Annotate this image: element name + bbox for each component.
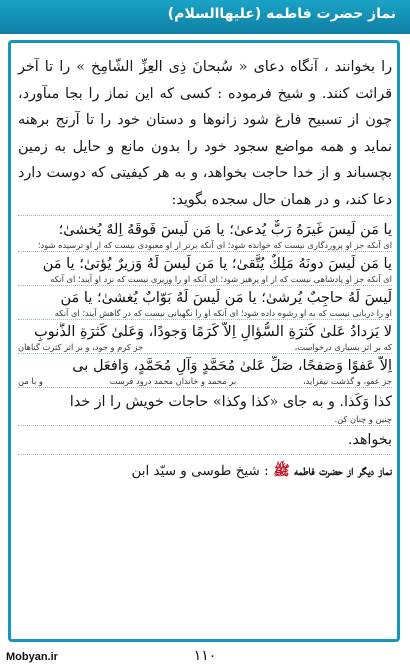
divider <box>18 454 392 455</box>
request-translation: چنين و چنان كن. <box>18 414 392 426</box>
closing-line: بخواهد. <box>347 432 392 448</box>
page-content <box>18 54 392 483</box>
prayer-line-4 <box>18 322 392 354</box>
page-number: ۱۱۰ <box>193 648 217 664</box>
request-line: كذا وَكَذا. و به جاى «كذا وكذا» حاجات خويش را از خدا <box>69 394 392 410</box>
section-heading <box>18 459 392 483</box>
translation-segment: جز عفو، و گذشت نيفزايد، <box>302 376 392 386</box>
header-title: نماز حضرت فاطمه (علیهاالسلام) <box>167 6 396 22</box>
translation-segment: و با من <box>18 376 43 386</box>
site-watermark: Mobyan.ir <box>6 651 58 663</box>
translation-segment: بر محمد و خاندان محمد درود فرست <box>109 376 237 386</box>
translation-text: او را دربانى نيست كه به او رشوه داده شود؛ اى آنكه او را نگهبانى نيست كه در گاهش آيند؛ اى آنكه <box>18 308 392 320</box>
translation-segment: جز كرم و جود، و بر اثر كثرت گناهان <box>18 342 144 352</box>
translation-segment: كه بر اثر بسيارى درخواست، <box>294 342 392 352</box>
page-header <box>0 0 410 34</box>
divider <box>18 215 392 216</box>
intro-paragraph: را بخوانند ، آنگاه دعاى « سُبحانَ ذِی العِزِّ الشّامِخ » را تا آخر قرائت كنند. و شيخ فرموده : كسى كه اين نماز را بجا مى‏آورد، چون از تسبيح فارغ شود زانوها و دستان خود را تا آرنج برهنه نمايد و همه مواضع سجود خود را بدون مانع و حايل به زمين بچسباند و از خدا حاجت بخواهد، و به هر كيفيتى كه دوست دارد دعا كند، و در همان حال سجده بگويد: <box>18 59 392 208</box>
prayer-line-1 <box>18 220 392 252</box>
arabic-text: لا يَزدادُ عَلىٰ كَثرَةِ السُّؤالِ اِلاّ كَرَمًا وَجودًا، وَعَلىٰ كَثرَةِ الذُّنوبِ <box>34 324 392 340</box>
arabic-text: يا مَن لَيسَ غَيرَهُ رَبٌّ يُدعىٰ؛ يا مَن لَيسَ فَوقَهُ اِلهٌ يُخشىٰ؛ <box>58 222 392 238</box>
prayer-line-3 <box>18 288 392 320</box>
translation-text <box>18 342 392 354</box>
translation-text: اى آنكه جز او پادشاهى نيست كه از او پرهيز شود؛ اى آنكه او را وزيرى نيست كه نزد او آيند؛ اى آنكه <box>18 274 392 286</box>
translation-text: اى آنكه جز او پروردگارى نيست كه خوانده شود؛ اى آنكه برتر از او معبودى نيست كه از او ترسيده شود؛ <box>18 240 392 252</box>
arabic-text: لَيسَ لَهُ حاجِبٌ يُرشىٰ؛ يا مَن لَيسَ لَهُ بَوّابٌ يُغشىٰ؛ يا مَن <box>60 290 392 306</box>
arabic-text: اِلاّ عَفوًا وَصَفحًا، صَلِّ عَلىٰ مُحَمَّدٍ وَآلِ مُحَمَّدٍ، وَافعَل بى <box>72 358 392 374</box>
arabic-text: يا مَن لَيسَ دونَهُ مَلِكٌ يُتَّقىٰ؛ يا مَن لَيسَ لَهُ وَزيرٌ يُؤتىٰ؛ يا مَن <box>42 256 392 272</box>
prayer-line-5 <box>18 356 392 388</box>
heading-label: نماز ديگر از حضرت فاطمه <box>294 463 392 479</box>
translation-text <box>18 376 392 388</box>
salutation-mark: ﷺ <box>273 463 290 479</box>
prayer-line-2 <box>18 254 392 286</box>
heading-suffix: : شيخ طوسى و سيّد ابن <box>131 463 269 479</box>
